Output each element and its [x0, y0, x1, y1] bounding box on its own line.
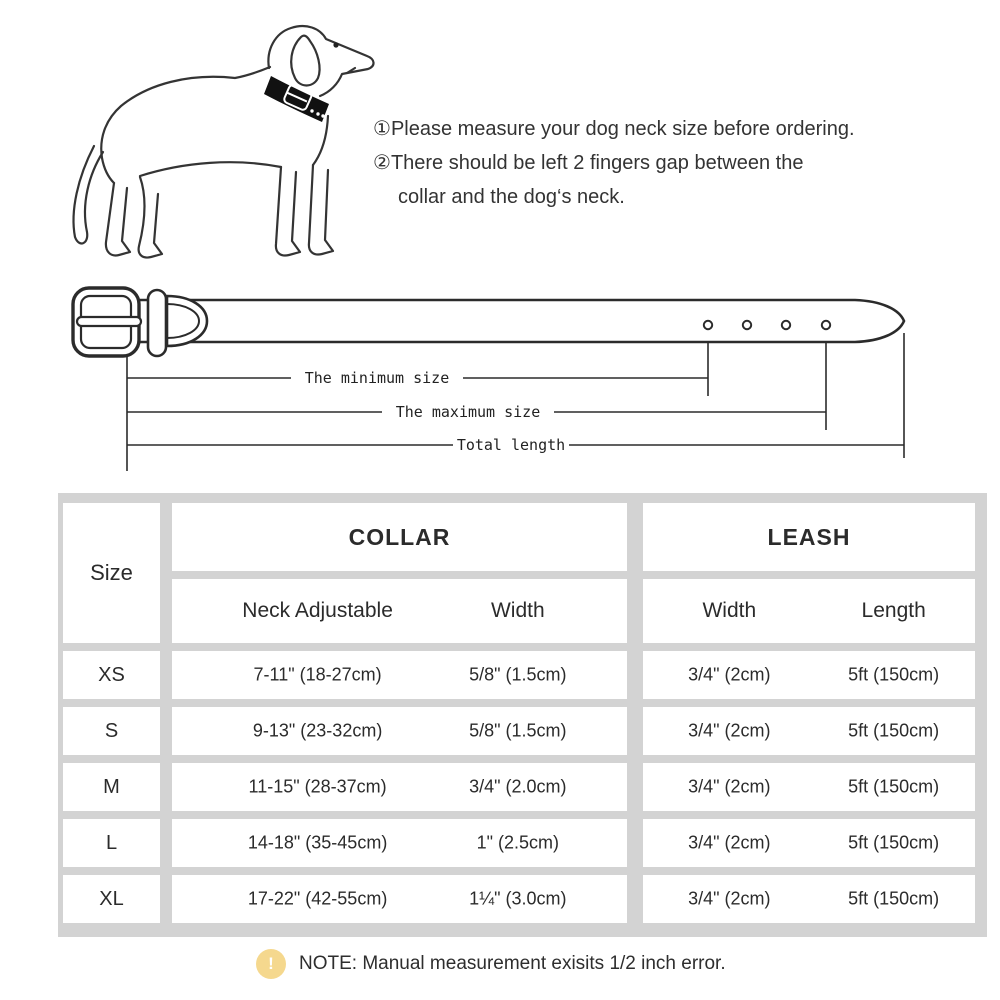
circled-1-icon: ① [373, 118, 391, 140]
minimum-size-label: The minimum size [304, 369, 450, 387]
dog-ear [291, 36, 319, 86]
dog-illustration [70, 16, 400, 276]
leash-length-value: 5ft (150cm) [848, 832, 940, 853]
exclamation-icon: ! [256, 949, 286, 979]
table-row-leash [643, 651, 975, 699]
leash-width-subheader: Width [702, 599, 757, 622]
collar-width-subheader: Width [490, 599, 545, 622]
instruction-1 [373, 112, 973, 146]
table-row-collar [172, 763, 627, 811]
belt-hole [743, 321, 751, 329]
leash-width-value: 3/4" (2cm) [688, 776, 771, 797]
dog-eye [333, 42, 338, 47]
leash-width-value: 3/4" (2cm) [688, 888, 771, 909]
size-column-header: Size [63, 503, 160, 643]
collar-measurement-diagram [55, 282, 955, 477]
table-row-size: XS [63, 651, 160, 699]
belt-hole [704, 321, 712, 329]
note-text: NOTE: Manual measurement exisits 1/2 inch error. [299, 953, 726, 974]
table-row-leash [643, 875, 975, 923]
neck-value: 17-22" (42-55cm) [247, 888, 388, 909]
table-row-collar [172, 707, 627, 755]
neck-value: 11-15" (28-37cm) [248, 776, 387, 797]
leash-width-value: 3/4" (2cm) [688, 664, 771, 685]
dog-collar-dot [321, 114, 324, 117]
dog-front-leg-far [276, 167, 300, 256]
collar-width-value: 3/4" (2.0cm) [469, 776, 567, 797]
sizing-table-grid [63, 503, 975, 923]
leash-length-value: 5ft (150cm) [848, 776, 940, 797]
table-row-leash [643, 819, 975, 867]
maximum-size-label: The maximum size [395, 403, 541, 421]
instruction-1-text: Please measure your dog neck size before ordering. [390, 118, 855, 140]
measuring-instructions [373, 112, 973, 214]
table-row-collar [172, 819, 627, 867]
dog-rear-leg-front [139, 177, 162, 258]
table-row-size: L [63, 819, 160, 867]
table-row-collar [172, 875, 627, 923]
collar-width-value: 5/8" (1.5cm) [469, 720, 567, 741]
leash-length-value: 5ft (150cm) [848, 664, 940, 685]
leash-width-value: 3/4" (2cm) [688, 832, 771, 853]
circled-2-icon: ② [373, 152, 391, 174]
leash-length-value: 5ft (150cm) [848, 888, 940, 909]
dog-rear-leg-back [106, 183, 130, 255]
neck-value: 9-13" (23-32cm) [252, 720, 383, 741]
table-row-size: S [63, 707, 160, 755]
dog-chest [313, 116, 328, 165]
collar-group-header: COLLAR [172, 503, 627, 571]
leash-width-value: 3/4" (2cm) [688, 720, 771, 741]
total-length-label: Total length [456, 436, 566, 454]
collar-neck-subheader: Neck Adjustable [242, 599, 393, 622]
table-row-leash [643, 707, 975, 755]
leash-length-value: 5ft (150cm) [848, 720, 940, 741]
neck-value: 14-18" (35-45cm) [247, 832, 388, 853]
collar-width-value: 1" (2.5cm) [476, 832, 559, 853]
note-banner [256, 949, 726, 979]
leash-length-subheader: Length [861, 599, 926, 622]
instruction-2-text-line2: collar and the dog‘s neck. [398, 186, 625, 208]
leash-subheader-row [643, 579, 975, 643]
dog-front-leg-near [309, 165, 333, 255]
dog-tail [74, 146, 103, 243]
neck-value: 7-11" (18-27cm) [253, 664, 382, 685]
belt-hole [782, 321, 790, 329]
instruction-2 [373, 146, 973, 214]
collar-width-value: 5/8" (1.5cm) [469, 664, 567, 685]
dog-belly [140, 162, 281, 176]
table-row-size: XL [63, 875, 160, 923]
table-row-size: M [63, 763, 160, 811]
instruction-2-text-line1: There should be left 2 fingers gap between the [390, 152, 804, 174]
belt-keeper-loop [148, 290, 166, 356]
dog-collar-dot [310, 109, 313, 112]
collar-subheader-row [172, 579, 627, 643]
table-row-collar [172, 651, 627, 699]
collar-width-value: 1¼" (3.0cm) [469, 888, 567, 909]
table-row-leash [643, 763, 975, 811]
leash-group-header: LEASH [643, 503, 975, 571]
belt-buckle-prong [77, 317, 141, 326]
belt-hole [822, 321, 830, 329]
dog-collar-dot [316, 112, 319, 115]
sizing-table [58, 493, 987, 937]
